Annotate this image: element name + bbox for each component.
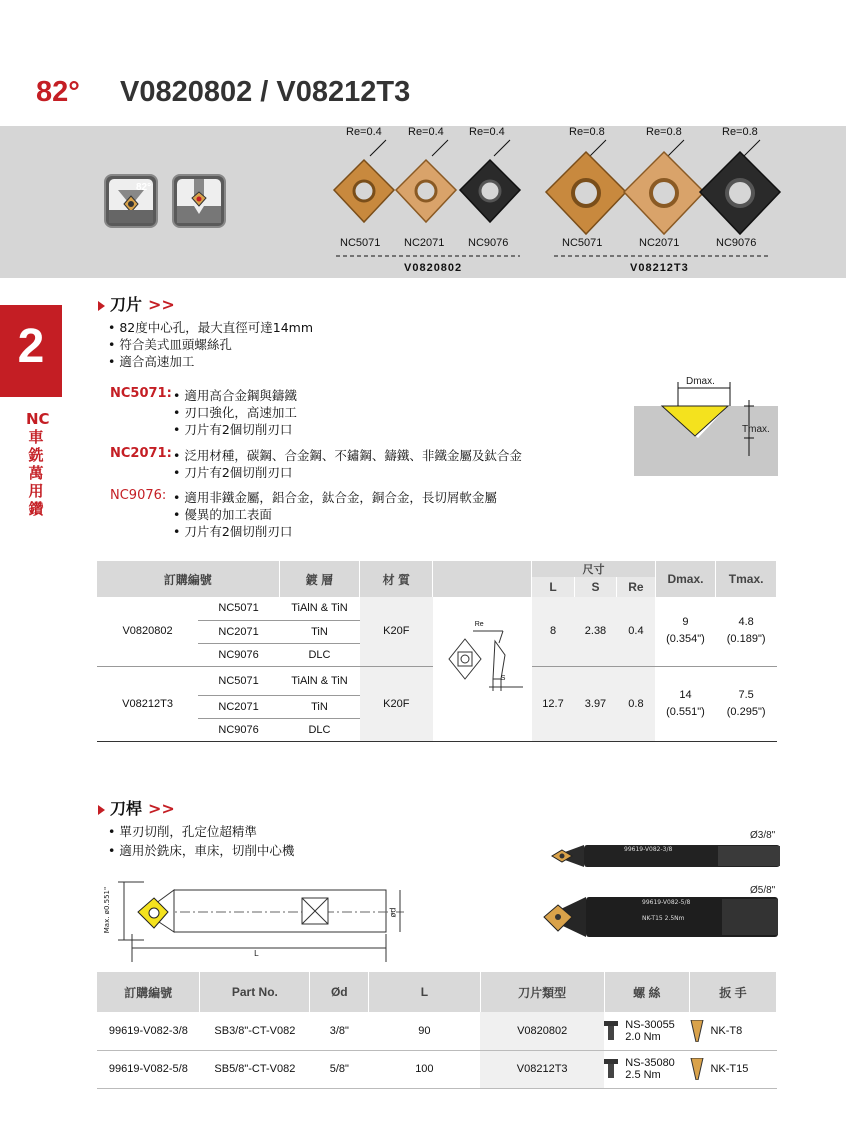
grade-desc: • 刀片有2個切削刃口 <box>173 524 293 539</box>
col-L: L <box>532 577 574 597</box>
coating-cell: TiAlN & TiN <box>279 666 360 696</box>
screw-icon <box>604 1021 618 1041</box>
part-no: SB3/8"-CT-V082 <box>200 1012 310 1050</box>
holder-bullet: • 單刃切削，孔定位超精準 <box>108 824 257 839</box>
col-S: S <box>574 577 616 597</box>
insert-large-nc5071 <box>546 152 626 234</box>
coating-cell: DLC <box>279 643 360 666</box>
screw-icon <box>604 1059 618 1079</box>
wrench-cell: NK-T8 <box>689 1012 776 1050</box>
max-dia-label: Max. ø0.551" <box>103 886 112 934</box>
insert-illustrations <box>0 126 846 278</box>
L-cell: 12.7 <box>532 666 574 742</box>
insert-small-nc2071 <box>396 160 456 222</box>
heading-arrow-icon <box>98 301 105 311</box>
grade-cell: NC2071 <box>198 620 279 643</box>
wrench-icon <box>689 1020 705 1042</box>
insert-small-nc5071 <box>334 160 394 222</box>
screw-cell: NS-35080 2.5 Nm <box>604 1050 689 1088</box>
grade-nc9076-label: NC9076: <box>110 488 167 503</box>
re-label: Re=0.4 <box>408 126 444 138</box>
L-cell: 90 <box>369 1012 480 1050</box>
dmax-label: Dmax. <box>686 376 715 387</box>
col-material: 材 質 <box>360 561 433 597</box>
holder-table <box>97 972 777 1089</box>
order-code: 99619-V082-5/8 <box>97 1050 200 1088</box>
holder-drawing <box>104 872 414 962</box>
coating-cell: TiN <box>279 696 360 719</box>
grade-label: NC2071 <box>639 237 680 249</box>
holder-bullet: • 適用於銑床，車床，切削中心機 <box>108 843 295 858</box>
part-no: SB5/8"-CT-V082 <box>200 1050 310 1088</box>
insert-heading: 刀片 >> <box>98 292 175 315</box>
table-row <box>97 597 777 620</box>
col-wrench: 扳 手 <box>689 972 776 1012</box>
material-cell: K20F <box>360 666 433 742</box>
grade-cell: NC5071 <box>198 666 279 696</box>
table-row <box>97 1012 777 1050</box>
insert-bullet: • 適合高速加工 <box>108 354 195 369</box>
grade-desc: • 刃口強化，高速加工 <box>173 405 297 420</box>
col-screw: 螺 絲 <box>604 972 689 1012</box>
holder-engraving: NK-T15 2.5Nm <box>642 915 685 922</box>
coating-cell: TiN <box>279 620 360 643</box>
col-coating: 鍍 層 <box>279 561 360 597</box>
insert-drawing <box>433 597 532 742</box>
grade-desc: • 泛用材種，碳鋼、合金鋼、不鏽鋼、鑄鐵、非鐵金屬及鈦合金 <box>173 448 522 463</box>
L-cell: 8 <box>532 597 574 666</box>
tmax-label: Tmax. <box>742 424 770 435</box>
s-dim-label: S <box>500 675 506 682</box>
grade-cell: NC2071 <box>198 696 279 719</box>
S-cell: 3.97 <box>574 666 616 742</box>
wrench-cell: NK-T15 <box>689 1050 776 1088</box>
coating-cell: TiAlN & TiN <box>279 597 360 620</box>
heading-arrow-icon <box>98 805 105 815</box>
grade-desc: • 刀片有2個切削刃口 <box>173 422 293 437</box>
wrench-icon <box>689 1058 705 1080</box>
grade-cell: NC9076 <box>198 643 279 666</box>
holder-photo-large <box>536 893 778 941</box>
title-angle: 82° <box>36 76 80 108</box>
insert-type: V08212T3 <box>480 1050 604 1088</box>
insert-bullet: • 82度中心孔，最大直徑可達14mm <box>108 320 314 335</box>
grade-cell: NC9076 <box>198 719 279 742</box>
d-dim-label: ød <box>388 907 398 918</box>
insert-banner <box>0 126 846 278</box>
insert-large-nc2071 <box>624 152 704 234</box>
grade-label: NC9076 <box>468 237 509 249</box>
insert-type: V0820802 <box>480 1012 604 1050</box>
col-part: Part No. <box>200 972 310 1012</box>
re-label: Re=0.8 <box>722 126 758 138</box>
grade-cell: NC5071 <box>198 597 279 620</box>
grade-desc: • 刀片有2個切削刃口 <box>173 465 293 480</box>
insert-large-nc9076 <box>700 152 780 234</box>
holder-photo-small <box>548 840 780 872</box>
col-L: L <box>369 972 480 1012</box>
holder-size-label: Ø3/8" <box>750 830 776 841</box>
holder-size-label: Ø5/8" <box>750 885 776 896</box>
holder-engraving: 99619-V082-5/8 <box>642 899 691 906</box>
series-label: V08212T3 <box>626 262 693 274</box>
Re-cell: 0.8 <box>617 666 655 742</box>
L-dim-label: L <box>254 949 259 958</box>
dmax-cell: 14 (0.551") <box>655 666 716 742</box>
grade-label: NC9076 <box>716 237 757 249</box>
holder-engraving: 99619-V082-3/8 <box>624 846 673 853</box>
tmax-cell: 7.5 (0.295") <box>716 666 777 742</box>
chapter-number: 2 <box>17 320 45 373</box>
dmax-cell: 9 (0.354") <box>655 597 716 666</box>
grade-label: NC2071 <box>404 237 445 249</box>
coating-cell: DLC <box>279 719 360 742</box>
d-cell: 5/8" <box>310 1050 369 1088</box>
re-dim-label: Re <box>474 621 484 628</box>
L-cell: 100 <box>369 1050 480 1088</box>
order-code: V0820802 <box>97 597 198 666</box>
col-d: Ød <box>310 972 369 1012</box>
chapter-label: NC車銑萬用鑽 <box>26 410 50 518</box>
re-label: Re=0.8 <box>646 126 682 138</box>
col-diagram <box>433 561 532 597</box>
col-tmax: Tmax. <box>716 561 777 597</box>
table-row <box>97 1050 777 1088</box>
insert-table <box>97 561 777 742</box>
Re-cell: 0.4 <box>617 597 655 666</box>
screw-cell: NS-30055 2.0 Nm <box>604 1012 689 1050</box>
col-size: 尺寸 <box>532 561 655 577</box>
grade-label: NC5071 <box>562 237 603 249</box>
grade-nc5071-label: NC5071: <box>110 386 172 401</box>
d-cell: 3/8" <box>310 1012 369 1050</box>
re-label: Re=0.4 <box>469 126 505 138</box>
col-order: 訂購編號 <box>97 972 200 1012</box>
re-label: Re=0.4 <box>346 126 382 138</box>
S-cell: 2.38 <box>574 597 616 666</box>
grade-desc: • 優異的加工表面 <box>173 507 272 522</box>
material-cell: K20F <box>360 597 433 666</box>
col-Re: Re <box>617 577 655 597</box>
col-dmax: Dmax. <box>655 561 716 597</box>
angle-icon-label: 82° <box>136 182 152 193</box>
insert-small-nc9076 <box>460 160 520 222</box>
holder-heading: 刀桿 >> <box>98 796 175 819</box>
tmax-cell: 4.8 (0.189") <box>716 597 777 666</box>
grade-label: NC5071 <box>340 237 381 249</box>
order-code: V08212T3 <box>97 666 198 742</box>
grade-desc: • 適用非鐵金屬，鋁合金，鈦合金，銅合金，長切屑軟金屬 <box>173 490 497 505</box>
series-label: V0820802 <box>400 262 466 274</box>
col-order: 訂購編號 <box>97 561 279 597</box>
countersink-diagram <box>634 372 778 476</box>
chapter-tab <box>0 305 62 397</box>
title-codes: V0820802 / V08212T3 <box>120 76 411 108</box>
order-code: 99619-V082-3/8 <box>97 1012 200 1050</box>
grade-nc2071-label: NC2071: <box>110 446 172 461</box>
grade-desc: • 適用高合金鋼與鑄鐵 <box>173 388 297 403</box>
insert-bullet: • 符合美式皿頭螺絲孔 <box>108 337 232 352</box>
re-label: Re=0.8 <box>569 126 605 138</box>
col-insert: 刀片類型 <box>480 972 604 1012</box>
